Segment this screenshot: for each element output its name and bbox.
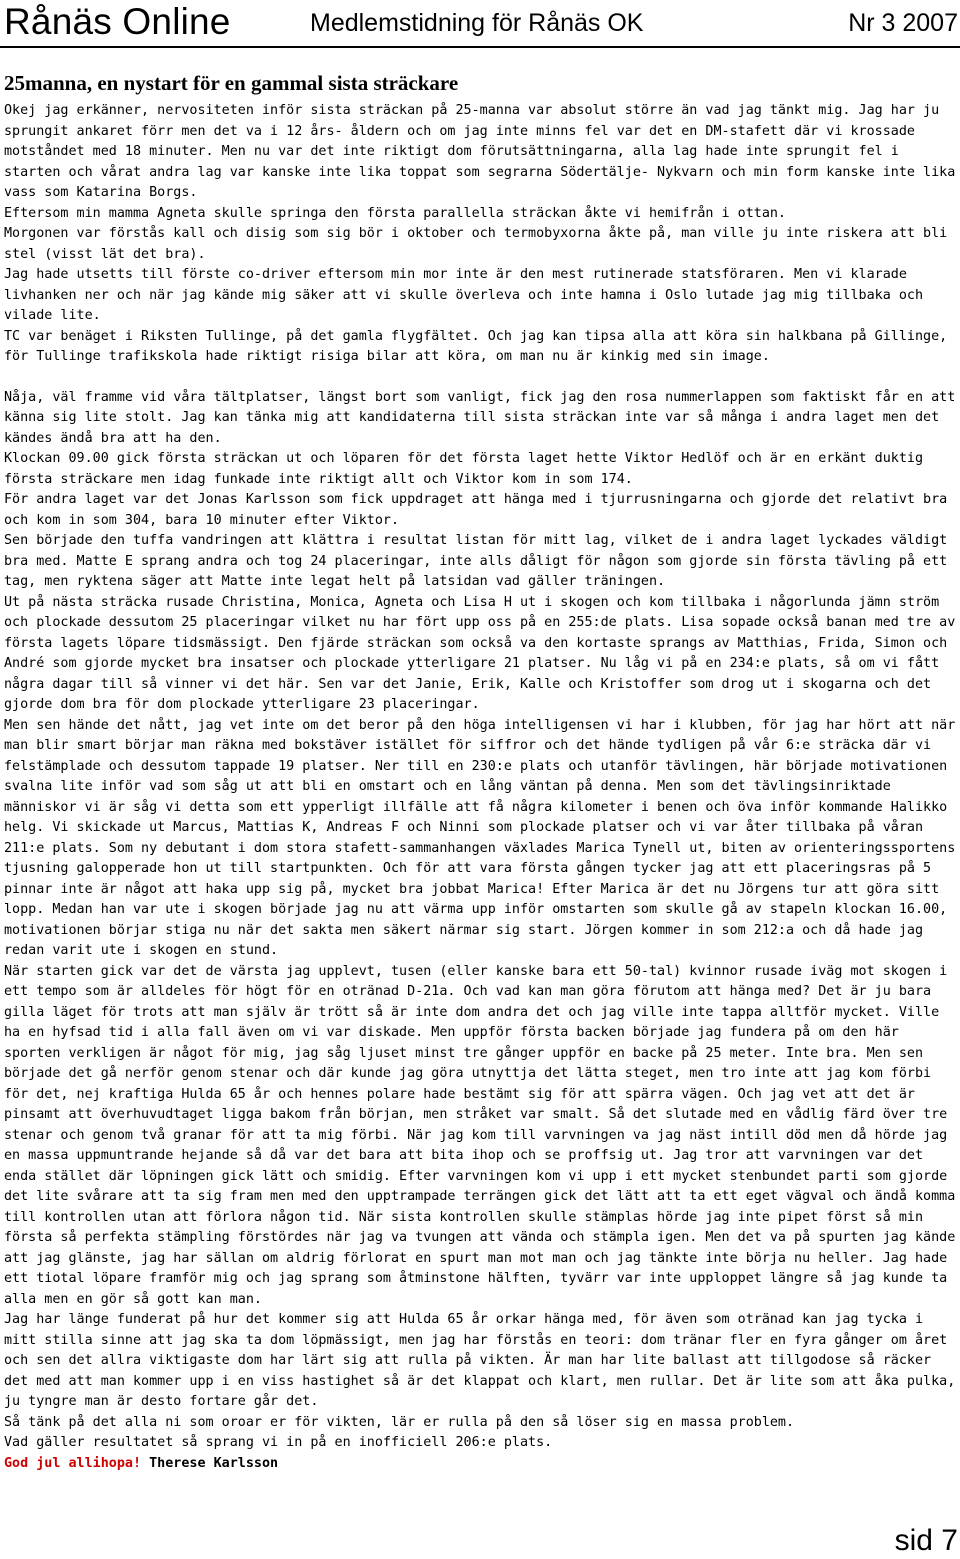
- paragraph: Så tänk på det alla ni som oroar er för vikten, lär er rulla på den så löser sig en massa problem.: [4, 1414, 795, 1430]
- paragraph: Sen började den tuffa vandringen att klättra i resultat listan för mitt lag, vilket de i andra laget lyckades väldigt bra med. Matte E sprang andra och tog 24 placeringar, inte alls dåligt för någon som gjorde sin första tävling på ett tag, men ryktena säger att Matte inte legat helt på latsidan vad gäller träningen.: [4, 533, 948, 589]
- paragraph: Ut på nästa sträcka rusade Christina, Monica, Agneta och Lisa H ut i skogen och kom tillbaka i någorlunda jämn ström och plockade dessutom 25 placeringar vilket nu har fört upp oss på en 255:de plats. Lisa sopade också banan med tre av första lagets löpare tidsmässigt. Den fjärde sträckan som också va den kortaste sprangs av Matthias, Frida, Simon och André som gjorde mycket bra insatser och plockade ytterligare 21 platser. Nu låg vi på en 234:e plats, så om vi fått några dagar till så vinner vi det här. Sen var det Janie, Erik, Kalle och Kristoffer som drog ut i skogarna och det gjorde dom bra för dom plockade ytterligare 23 placeringar.: [4, 594, 956, 712]
- paragraph: TC var benäget i Riksten Tullinge, på det gamla flygfältet. Och jag kan tipsa alla att köra sin halkbana på Gillinge, för Tullinge trafikskola hade riktigt risiga bilar att köra, om man nu är kinkig med sin image.: [4, 328, 948, 364]
- greeting: God jul allihopa!: [4, 1455, 142, 1471]
- page-header: [0, 0, 960, 48]
- paragraph: Okej jag erkänner, nervositeten inför sista sträckan på 25-manna var absolut större än vad jag tänkt mig. Jag har ju sprungit ankaret förr men det va i 12 års- åldern och om jag inte minns fel var det en DM-stafett där vi krossade motståndet med 18 minuter. Men nu var det inte riktigt dom förutsättningarna, alla lag hade inte sprungit fel i starten och vårat andra lag var kanske inte lika toppat som segrarna Södertälje- Nykvarn och min form kanske inte lika vass som Katarina Borgs.: [4, 103, 956, 200]
- paragraph: För andra laget var det Jonas Karlsson som fick uppdraget att hänga med i tjurrusningarna och gjorde det relativt bra och kom in som 304, bara 10 minuter efter Viktor.: [4, 492, 948, 528]
- paragraph: När starten gick var det de värsta jag upplevt, tusen (eller kanske bara ett 50-tal) kvinnor rusade iväg mot skogen i ett tempo som är alldeles för högt för en otränad D-21a. Och vad kan man göra förutom att hänga med? Det är ju bara gilla läget för trots att man själv är trött så är inte dom andra det och jag ville inte tappa alltför mycket. Ville ha en hyfsad tid i alla fall även om vi var diskade. Men uppför första backen började jag fundera på om den här sporten verkligen är något för mig, jag såg ljuset minst tre gånger uppför en backe på 25 meter. Inte bra. Men sen började det gå nerför genom stenar och där kunde jag göra utnyttja det lätta steget, men tro inte att jag kom förbi för det, nej kraftiga Hulda 65 år och hennes polare hade bestämt sig för att spärra vägen. Och jag vet att det är pinsamt att överhuvudtaget ligga bakom från början, men stråket var smalt. Så det slutade med en vådlig färd över tre stenar och genom två granar för att ta mig förbi. När jag kom till varvningen va jag näst intill död men då hörde jag en massa uppmuntrande hejande så då var det bara att bita ihop och se proffsig ut. Jag tror att varvningen var det enda stället där löpningen gick lätt och smidig. Efter varvningen kom vi upp i ett mycket stenbundet parti som gjorde det lite svårare att ta sig fram men med den upptrampade terrängen gick det lätt att ta ett eget vägval och ändå komma till kontrollen utan att förlora någon tid. När sista kontrollen skulle stämplas hörde jag inte pipet först så min första så perfekta stämpling förstördes när jag va tvungen att vända och stämpla igen. Men det va på spurten jag kände att jag glänste, jag har sällan om aldrig förlorat en spurt man mot man och jag tänkte inte börja nu heller. Jag hade ett tiotal löpare framför mig och jag sprang som åtminstone hälften, tyvärr var inte upploppet längre så jag kunde ta alla men en gör så gott kan man.: [4, 963, 956, 1307]
- header-divider: [0, 46, 960, 48]
- paragraph: Men sen hände det nått, jag vet inte om det beror på den höga intelligensen vi har i klubben, för jag har hört att när man blir smart börjar man räkna med bokstäver istället för siffror och det hände tydligen på vår 6:e sträcka där vi felstämplade och dessutom tappade 19 platser. Ner till en 230:e plats och utanför tävlingen, här började motivationen svalna lite inför vad som såg ut att bli en omstart och en lång väntan på denna. Men som det tävlingsinriktade människor vi är såg vi detta som ett ypperligt illfälle att få några kilometer i benen och öva inför kommande Halikko helg. Vi skickade ut Marcus, Mattias K, Andreas F och Ninni som plockade platser och vi var åter tillbaka på våran 211:e plats. Som ny debutant i dom stora stafett-sammanhangen växlades Marica Tynell ut, biten av orienteringssportens tjusning galopperade hon ut till startpunkten. Och för att vara första gången tycker jag att ett placeringsras på 5 pinnar inte är något att haka upp sig på, mycket bra jobbat Marica! Efter Marica är det nu Jörgens tur att göra sitt lopp. Medan han var ute i skogen började jag nu att värma upp inför omstarten som skulle gå av stapeln klockan 16.00, motivationen börjar stiga nu när det sakta men säkert närmar sig start. Jörgen kommer in som 212:a och då hade jag redan varit ute i skogen en stund.: [4, 717, 956, 958]
- author-name: Therese Karlsson: [149, 1455, 279, 1471]
- paragraph: Jag har länge funderat på hur det kommer sig att Hulda 65 år orkar hänga med, för även som otränad kan jag tycka i mitt stilla sinne att jag ska ta dom löpmässigt, men jag har förstås en teori: dom tränar fler en fyra gånger om året och sen det allra viktigaste dom har lärt sig att rulla på vikten. Är man har lite ballast att tillgodose så räcker det med att man kommer upp i en viss hastighet så är det klappat och klart, men rullar. Det är lite som att åka pulka, ju tyngre man är desto fortare går det.: [4, 1312, 956, 1409]
- paragraph: Jag hade utsetts till förste co-driver eftersom min mor inte är den mest rutinerade statsföraren. Men vi klarade livhanken ner och när jag kände mig säker att vi skulle överleva och inte hamna i Oslo lutade jag mig tillbaka och vilade lite.: [4, 267, 924, 323]
- article-title: 25manna, en nystart för en gammal sista sträckare: [4, 71, 459, 95]
- paragraph: Klockan 09.00 gick första sträckan ut och löparen för det första laget hette Viktor Hedlöf och är en erkänt duktig första sträckare men idag funkade inte riktigt allt och Viktor kom in som 174.: [4, 451, 924, 487]
- page-number: sid 7: [894, 1524, 958, 1557]
- signature-line: [4, 1454, 958, 1475]
- publication-subtitle: Medlemstidning för Rånäs OK: [310, 9, 644, 37]
- paragraph: Vad gäller resultatet så sprang vi in på en inofficiell 206:e plats.: [4, 1435, 553, 1450]
- paragraph-spacer: [4, 368, 958, 388]
- publication-title: Rånäs Online: [4, 1, 231, 42]
- issue-number: Nr 3 2007: [848, 9, 958, 37]
- article-body: [4, 101, 958, 1474]
- paragraph: Eftersom min mamma Agneta skulle springa den första parallella sträckan åkte vi hemifrån i ottan.: [4, 205, 786, 221]
- paragraph: Nåja, väl framme vid våra tältplatser, längst bort som vanligt, fick jag den rosa nummerlappen som faktiskt får en att känna sig lite stolt. Jag kan tänka mig att kandidaterna till sista sträckan inte var så många i andra laget men det kändes ändå bra att ha den.: [4, 389, 956, 446]
- paragraph: Morgonen var förstås kall och disig som sig bör i oktober och termobyxorna åkte på, man ville ju inte riskera att bli stel (visst lät det bra).: [4, 226, 948, 262]
